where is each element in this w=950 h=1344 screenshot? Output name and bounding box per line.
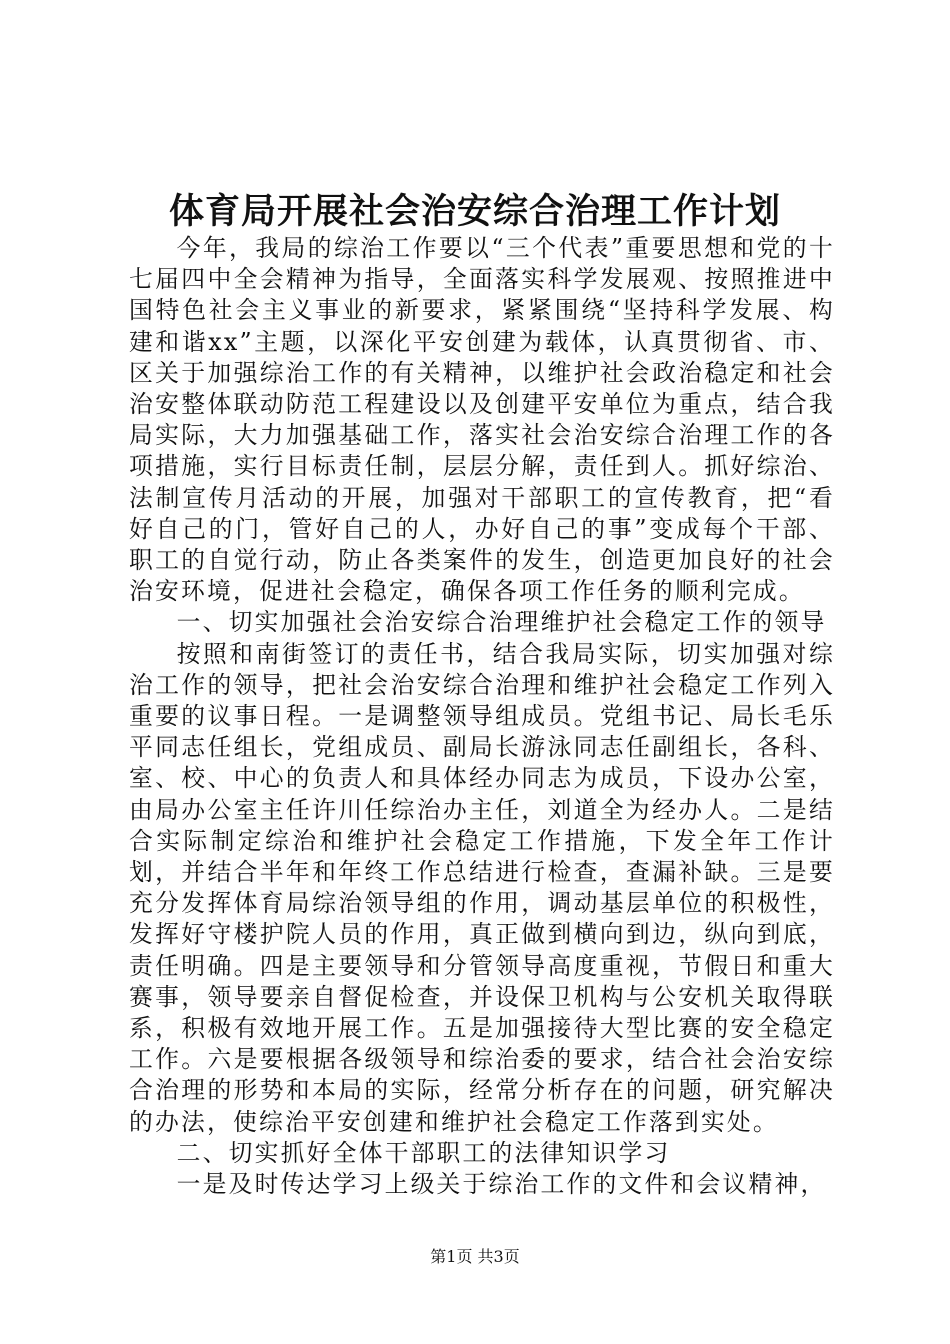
page-footer: 第1页 共3页 — [430, 1247, 520, 1266]
section-heading-1: 一、切实加强社会治安综合治理维护社会稳定工作的领导 — [176, 608, 827, 637]
section-heading-2: 二、切实抓好全体干部职工的法律知识学习 — [176, 1138, 671, 1167]
document-body — [129, 233, 835, 1200]
section-2-paragraph: 一是及时传达学习上级关于综治工作的文件和会议精神， — [176, 1170, 827, 1199]
document-title: 体育局开展社会治安综合治理工作计划 — [168, 191, 781, 232]
intro-paragraph: 今年，我局的综治工作要以“三个代表”重要思想和党的十七届四中全会精神为指导，全面落实科学发展观、按照推进中国特色社会主义事业的新要求，紧紧围绕“坚持科学发展、构建和谐xx”主题，以深化平安创建为载体，认真贯彻省、市、区关于加强综治工作的有关精神，以维护社会政治稳定和社会治安整体联动防范工程建设以及创建平安单位为重点，结合我局实际，大力加强基础工作，落实社会治安综合治理工作的各项措施，实行目标责任制，层层分解，责任到人。抓好综治、法制宣传月活动的开展，加强对干部职工的宣传教育，把“看好自己的门，管好自己的人，办好自己的事”变成每个干部、职工的自觉行动，防止各类案件的发生，创造更加良好的社会治安环境，促进社会稳定，确保各项工作任务的顺利完成。 — [129, 234, 835, 606]
section-1-paragraph: 按照和南街签订的责任书，结合我局实际，切实加强对综治工作的领导，把社会治安综合治理和维护社会稳定工作列入重要的议事日程。一是调整领导组成员。党组书记、局长毛乐平同志任组长，党组成员、副局长游泳同志任副组长，各科、室、校、中心的负责人和具体经办同志为成员，下设办公室，由局办公室主任许川任综治办主任，刘道全为经办人。二是结合实际制定综治和维护社会稳定工作措施，下发全年工作计划，并结合半年和年终工作总结进行检查，查漏补缺。三是要充分发挥体育局综治领导组的作用，调动基层单位的积极性，发挥好守楼护院人员的作用，真正做到横向到边，纵向到底，责任明确。四是主要领导和分管领导高度重视，节假日和重大赛事，领导要亲自督促检查，并设保卫机构与公安机关取得联系，积极有效地开展工作。五是加强接待大型比赛的安全稳定工作。六是要根据各级领导和综治委的要求，结合社会治安综合治理的形势和本局的实际，经常分析存在的问题，研究解决的办法，使综治平安创建和维护社会稳定工作落到实处。 — [129, 639, 835, 1136]
